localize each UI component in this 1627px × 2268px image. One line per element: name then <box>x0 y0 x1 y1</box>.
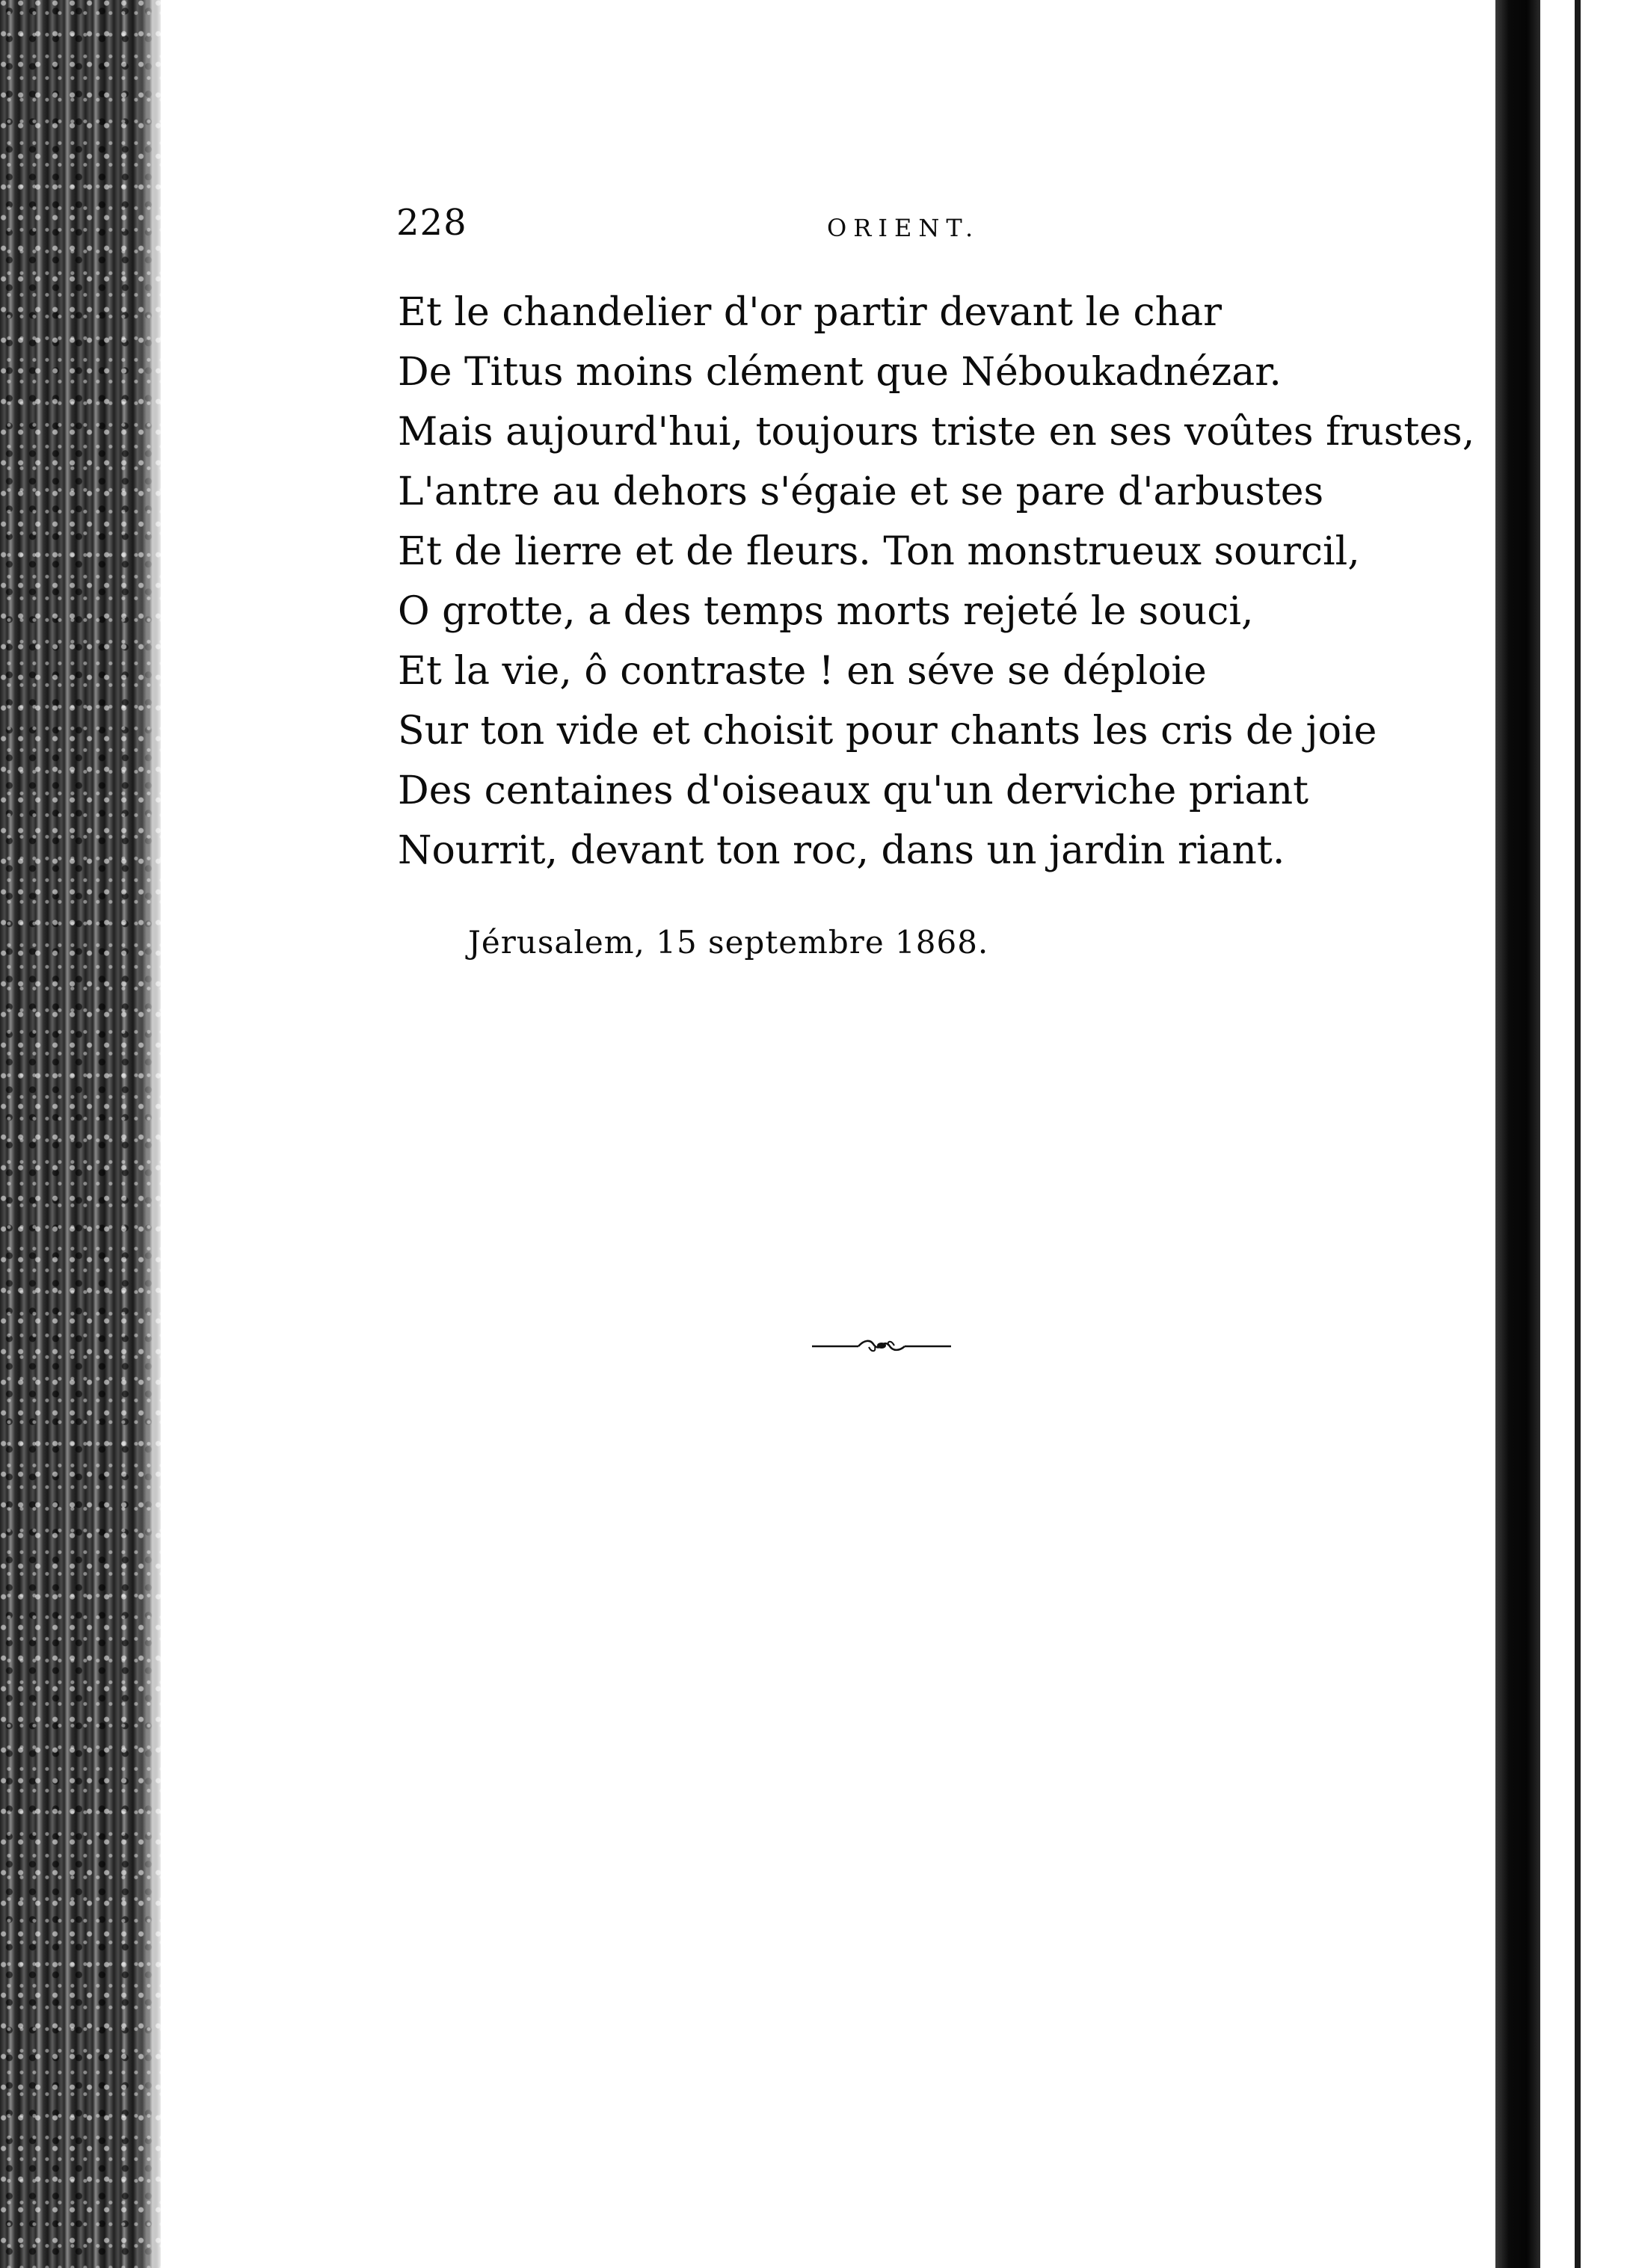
running-title: ORIENT. <box>827 214 980 242</box>
poem-line: O grotte, a des temps morts rejeté le souci, <box>398 589 1254 634</box>
poem-line: Et de lierre et de fleurs. Ton monstrueux sourcil, <box>398 529 1360 574</box>
fleuron-icon <box>812 1335 951 1358</box>
binding-line <box>1575 0 1581 2268</box>
poem-line: Et la vie, ô contraste ! en séve se déploie <box>398 649 1207 694</box>
poem-line: Et le chandelier d'or partir devant le char <box>398 290 1222 335</box>
poem-line: Sur ton vide et choisit pour chants les cris de joie <box>398 709 1377 754</box>
poem-line: Nourrit, devant ton roc, dans un jardin riant. <box>398 828 1285 873</box>
page-number: 228 <box>396 202 467 244</box>
book-edge-left <box>0 0 161 2268</box>
poem-line: De Titus moins clément que Néboukadnézar. <box>398 350 1282 395</box>
dateline: Jérusalem, 15 septembre 1868. <box>468 924 989 961</box>
poem-line: L'antre au dehors s'égaie et se pare d'arbustes <box>398 469 1324 514</box>
poem-line: Mais aujourd'hui, toujours triste en ses voûtes frustes, <box>398 410 1475 454</box>
poem-stanza <box>398 283 1474 881</box>
poem-line: Des centaines d'oiseaux qu'un derviche priant <box>398 768 1308 813</box>
binding-strip <box>1495 0 1540 2268</box>
